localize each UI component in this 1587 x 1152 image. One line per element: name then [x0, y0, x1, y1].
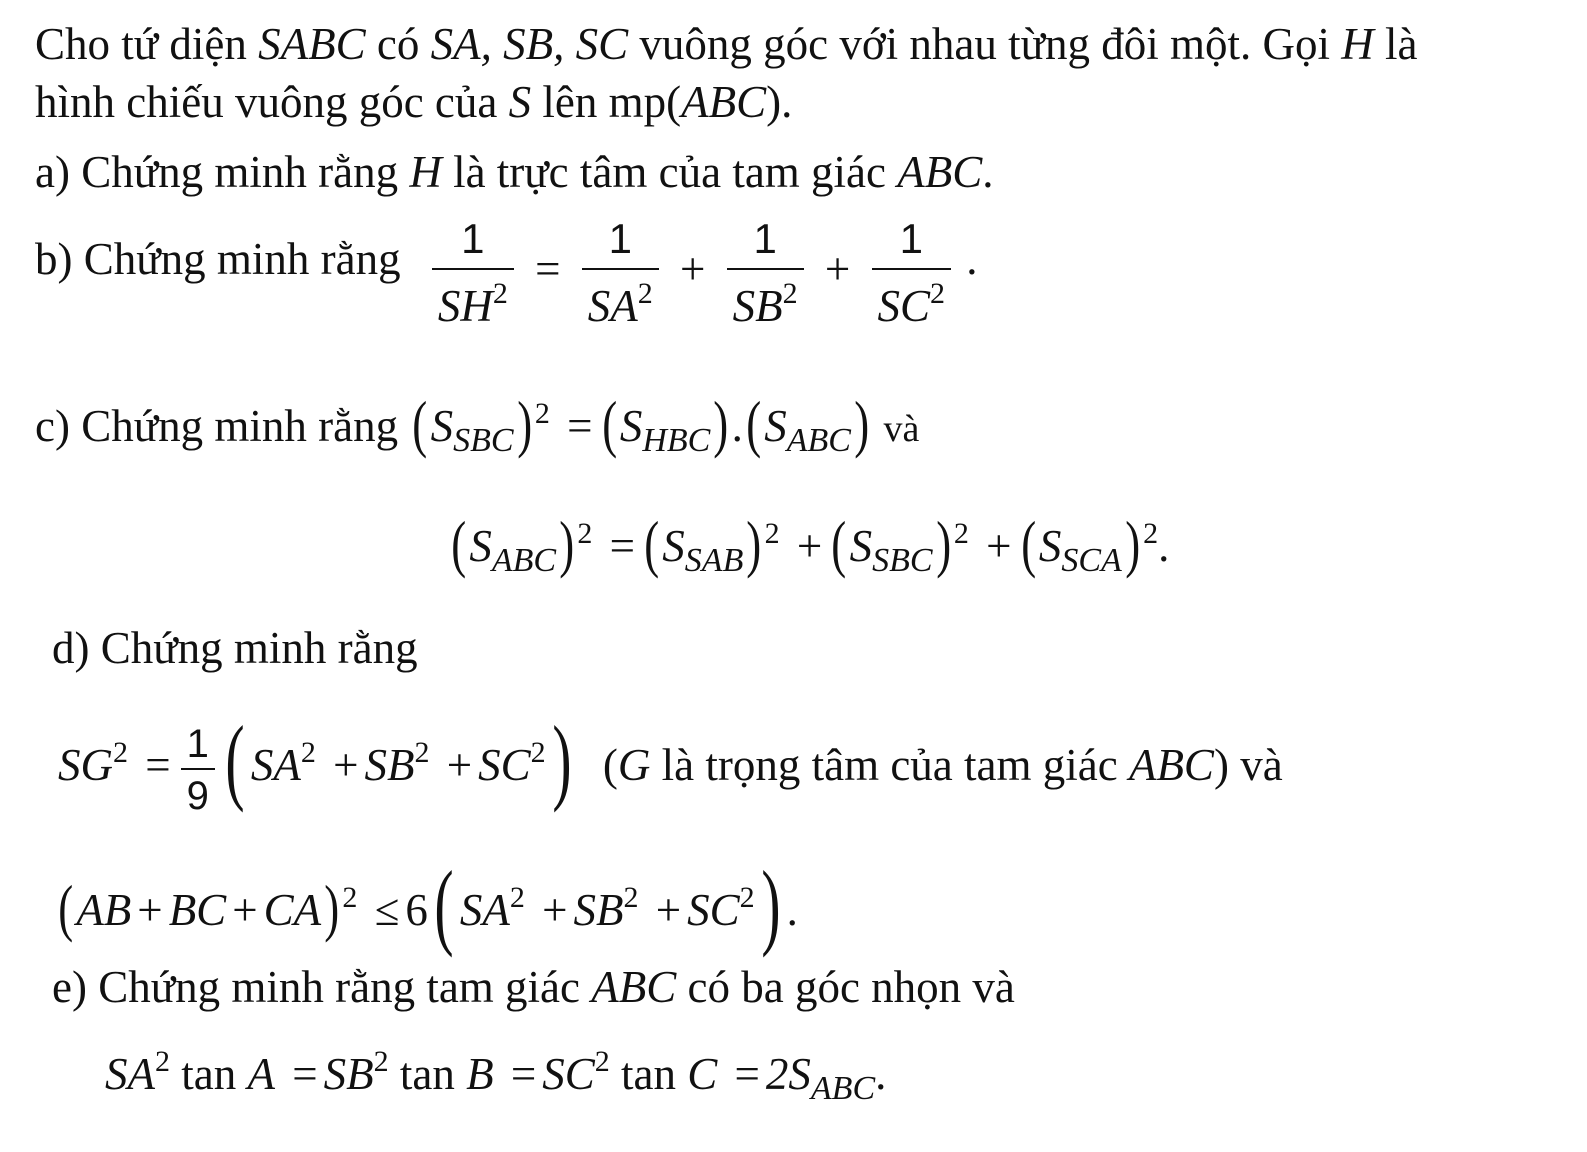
tan-function: tan	[621, 1049, 676, 1099]
paren: (	[412, 388, 428, 459]
part-a-label: a) Chứng minh rằng	[35, 147, 399, 197]
plus-sign: +	[655, 885, 682, 935]
segment-sb: SB	[573, 885, 624, 935]
triangle-name: ABC	[897, 147, 983, 197]
denominator: $SB^2$	[732, 277, 798, 331]
exponent: 2	[1143, 517, 1159, 550]
paren: )	[1124, 508, 1140, 579]
equals-sign: =	[292, 1049, 318, 1099]
subscript: HBC	[642, 422, 711, 459]
equals-sign: =	[535, 243, 561, 294]
period: .	[966, 233, 978, 284]
equals-sign: =	[609, 521, 635, 571]
area-symbol: S	[430, 401, 454, 451]
subscript: ABC	[810, 1070, 876, 1107]
plus-sign: +	[680, 243, 706, 294]
subscript: SCA	[1061, 542, 1122, 579]
fraction-one-ninth	[181, 721, 215, 818]
paren: (	[58, 872, 74, 943]
area-symbol: 2S	[765, 1049, 811, 1099]
part-e-line-2	[105, 1045, 887, 1107]
exponent: 2	[594, 1045, 610, 1078]
paren: (	[1020, 508, 1036, 579]
plus-sign: +	[986, 521, 1012, 571]
plus-sign: +	[796, 521, 823, 571]
fraction-bar	[181, 768, 215, 770]
part-b	[35, 215, 978, 331]
subscript: SBC	[872, 542, 933, 579]
intro-line-2	[35, 77, 793, 127]
paren: (	[225, 706, 245, 813]
exponent: 2	[739, 881, 755, 914]
exponent: 2	[300, 736, 316, 769]
part-d-line-2	[55, 845, 798, 958]
equals-sign: =	[145, 740, 171, 790]
conjunction: và	[1240, 740, 1283, 790]
plus-sign: +	[824, 243, 851, 294]
exponent: 2	[764, 517, 780, 550]
conjunction: và	[883, 408, 920, 450]
part-d-line-1	[58, 700, 1283, 816]
exponent: 2	[509, 881, 525, 914]
paren: (	[602, 740, 618, 790]
area-symbol: S	[619, 401, 643, 451]
segment-sc: SC	[478, 740, 531, 790]
part-c-line-1	[35, 388, 920, 459]
paren: (	[746, 388, 762, 459]
denominator: $SH^2$	[437, 277, 508, 331]
exponent: 2	[577, 517, 593, 550]
plane-name: ABC	[681, 77, 767, 127]
paren: )	[552, 706, 572, 813]
paren: )	[935, 508, 951, 579]
part-e-line-1	[52, 962, 1015, 1012]
part-a	[35, 147, 994, 197]
segment-sc: SC	[542, 1049, 595, 1099]
exponent: 2	[414, 736, 430, 769]
denominator: $SA^2$	[587, 277, 653, 331]
intro-text: Cho tứ diện	[35, 19, 247, 69]
exponent: 2	[113, 736, 128, 769]
segment-sb: SB	[323, 1049, 374, 1099]
paren: )	[324, 872, 340, 943]
paren: )	[516, 388, 532, 459]
segment-ab: AB	[76, 885, 132, 935]
plus-sign: +	[333, 740, 359, 790]
centroid-note: là trọng tâm của tam giác	[661, 740, 1118, 790]
triangle-name: ABC	[591, 962, 677, 1012]
paren: )	[854, 388, 870, 459]
angle-b: B	[466, 1049, 494, 1099]
paren: )	[1213, 740, 1229, 790]
paren: (	[831, 508, 847, 579]
point-h: H	[409, 147, 442, 197]
paren: )	[761, 851, 781, 958]
numerator: 1	[461, 215, 485, 262]
tan-function: tan	[181, 1049, 237, 1099]
segment-sa: SA	[459, 885, 510, 935]
fraction-bar	[582, 268, 659, 270]
fraction-sh	[432, 215, 514, 331]
exponent: 2	[373, 1045, 389, 1078]
intro-text: có	[376, 19, 420, 69]
paren: (	[644, 508, 660, 579]
plus-sign: +	[137, 885, 163, 935]
part-c-label: c) Chứng minh rằng	[35, 401, 399, 451]
intro-line-1	[35, 19, 1418, 69]
fraction-sb	[727, 215, 804, 331]
area-symbol: S	[662, 521, 685, 571]
area-symbol: S	[764, 401, 787, 451]
area-symbol: S	[1038, 521, 1062, 571]
intro-text: vuông góc với nhau từng đôi một. Gọi	[639, 19, 1331, 69]
numerator: 1	[753, 215, 777, 262]
angle-c: C	[687, 1049, 718, 1099]
tetrahedron-name: SABC	[258, 19, 366, 69]
denominator: 9	[186, 773, 209, 818]
segment-ca: CA	[263, 885, 322, 935]
period: .	[982, 147, 994, 197]
subscript: ABC	[786, 422, 851, 459]
part-d-label-text: d) Chứng minh rằng	[52, 623, 418, 673]
part-a-text: là trực tâm của tam giác	[453, 147, 887, 197]
fraction-sa	[582, 215, 659, 331]
segment-sb: SB	[364, 740, 415, 790]
intro-text: là	[1385, 19, 1418, 69]
area-symbol: S	[469, 521, 492, 571]
point-h: H	[1341, 19, 1374, 69]
numerator: 1	[608, 215, 632, 262]
angle-a: A	[247, 1049, 275, 1099]
paren: )	[746, 508, 762, 579]
part-c-line-2	[448, 508, 1170, 579]
paren: (	[434, 851, 454, 958]
period: .	[786, 885, 798, 935]
part-e-text: có ba góc nhọn và	[687, 962, 1015, 1012]
paren: (	[601, 388, 617, 459]
period: .	[1158, 521, 1170, 571]
plus-sign: +	[542, 885, 568, 935]
point-g: G	[617, 740, 651, 790]
exponent: 2	[953, 517, 969, 550]
segment-sc: SC	[687, 885, 740, 935]
subscript: SAB	[684, 542, 744, 579]
part-d-label	[52, 623, 418, 673]
segment-sa: SA	[105, 1049, 155, 1099]
triangle-name: ABC	[1128, 740, 1214, 790]
fraction-bar	[727, 268, 804, 270]
period: .	[875, 1049, 887, 1099]
coefficient-six: 6	[405, 885, 428, 935]
part-e-label: e) Chứng minh rằng tam giác	[52, 962, 581, 1012]
fraction-sc	[872, 215, 952, 331]
subscript: ABC	[491, 542, 557, 579]
segment-sa: SA	[250, 740, 301, 790]
dot: .	[731, 401, 743, 451]
tan-function: tan	[399, 1049, 455, 1099]
plus-sign: +	[232, 885, 258, 935]
segment-bc: BC	[168, 885, 227, 935]
paren: )	[713, 388, 729, 459]
equals-sign: =	[567, 401, 593, 451]
part-b-label: b) Chứng minh rằng	[35, 233, 401, 284]
subscript: SBC	[453, 422, 514, 459]
numerator: 1	[899, 215, 923, 262]
intro-text: hình chiếu vuông góc của	[35, 77, 498, 127]
fraction-bar	[872, 268, 952, 270]
exponent: 2	[534, 397, 550, 430]
exponent: 2	[530, 736, 546, 769]
edges-list: SA, SB, SC	[430, 19, 629, 69]
plus-sign: +	[446, 740, 473, 790]
equals-sign: =	[510, 1049, 537, 1099]
intro-text: lên mp(	[542, 77, 682, 127]
area-symbol: S	[849, 521, 873, 571]
exponent: 2	[623, 881, 639, 914]
leq-sign: ≤	[374, 885, 400, 935]
equals-sign: =	[734, 1049, 760, 1099]
paren: )	[559, 508, 575, 579]
numerator: 1	[186, 721, 209, 766]
exponent: 2	[342, 881, 358, 914]
fraction-bar	[432, 268, 514, 270]
exponent: 2	[155, 1045, 170, 1078]
segment-sg: SG	[58, 740, 113, 790]
intro-text: ).	[766, 77, 793, 127]
point-s: S	[508, 77, 532, 127]
paren: (	[451, 508, 467, 579]
denominator: $SC^2$	[877, 277, 946, 331]
